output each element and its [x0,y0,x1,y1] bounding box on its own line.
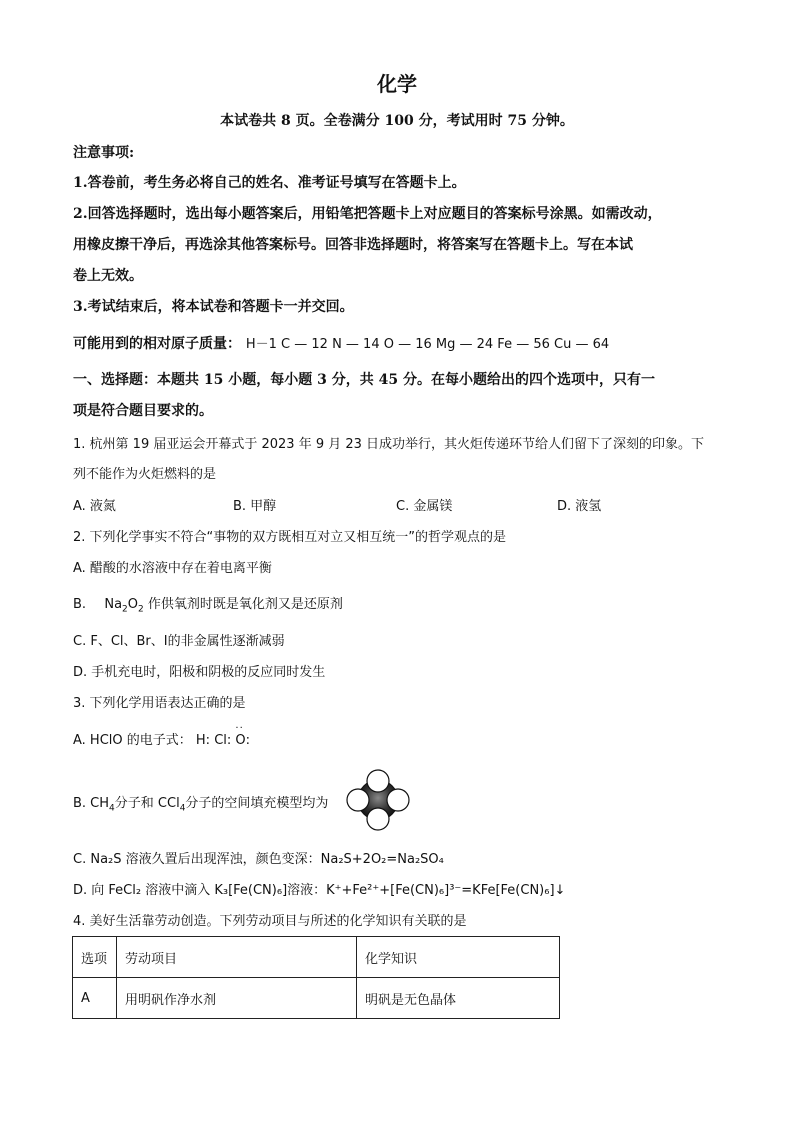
header-chemistry-knowledge: 化学知识 [357,937,560,978]
section-heading-1: 一、选择题：本题共 15 小题，每小题 3 分，共 45 分。在每小题给出的四个选项中，只有一 [73,372,655,388]
q4-stem: 4. 美好生活靠劳动创造。下列劳动项目与所述的化学知识有关联的是 [73,914,467,929]
header-labor-item: 劳动项目 [117,937,357,978]
notice-item-1: 1.答卷前，考生务必将自己的姓名、准考证号填写在答题卡上。 [73,175,466,191]
notice-heading: 注意事项: [73,145,135,161]
q1-option-c: C. 金属镁 [396,499,453,514]
q3-option-a-prefix: A. HClO 的电子式： [73,733,192,748]
header-option: 选项 [73,937,117,978]
q2-option-b-prefix: B. [73,597,87,612]
atomic-mass-values: H－1 C — 12 N — 14 O — 16 Mg — 24 Fe — 56 Cu — 64 [245,337,610,352]
q1-stem-1: 1. 杭州第 19 届亚运会开幕式于 2023 年 9 月 23 日成功举行，其火炬传递环节给人们留下了深刻的印象。下 [73,437,705,452]
q2-option-a: A. 醋酸的水溶液中存在着电离平衡 [73,561,272,576]
q3-option-a [73,729,250,748]
notice-item-2-cont: 用橡皮擦干净后，再选涂其他答案标号。回答非选择题时，将答案写在答题卡上。写在本试 [73,237,633,253]
notice-item-2-end: 卷上无效。 [73,268,143,284]
q3-option-b: B. $CH_4$分子和 CCl$_4$分子的空间填充模型均为 [73,796,329,814]
exam-info: 本试卷共 8 页。全卷满分 100 分，考试用时 75 分钟。 [220,113,574,129]
q2-option-b [73,593,343,615]
cell-option: A [73,978,117,1019]
q1-stem-2: 列不能作为火炬燃料的是 [73,467,217,482]
table-header-row [73,937,560,978]
notice-item-2: 2.回答选择题时，选出每小题答案后，用铅笔把答题卡上对应题目的答案标号涂黑。如需改动， [73,206,662,222]
q4-table [72,936,560,1019]
q1-option-d: D. 液氢 [557,499,602,514]
atomic-mass-line [73,333,609,353]
na2o2-formula: $Na_2O_2$ [104,597,144,615]
q2-option-d: D. 手机充电时，阳极和阴极的反应同时发生 [73,665,326,680]
space-filling-model-image [345,769,411,831]
cell-chemistry-knowledge: 明矾是无色晶体 [357,978,560,1019]
hclo-electron-formula: H: Cl: ·· O: [196,733,250,748]
q2-option-b-text: 作供氧剂时既是氧化剂又是还原剂 [147,597,343,612]
q2-stem: 2. 下列化学事实不符合“事物的双方既相互对立又相互统一”的哲学观点的是 [73,530,507,545]
notice-item-3: 3.考试结束后，将本试卷和答题卡一并交回。 [73,299,354,315]
cell-labor-item: 用明矾作净水剂 [117,978,357,1019]
q1-option-a: A. 液氮 [73,499,116,514]
q3-option-c: C. Na₂S 溶液久置后出现浑浊，颜色变深：Na₂S+2O₂=Na₂SO₄ [73,852,444,867]
q1-option-b: B. 甲醇 [233,499,277,514]
atomic-mass-label: 可能用到的相对原子质量： [73,336,241,352]
table-row [73,978,560,1019]
q3-stem: 3. 下列化学用语表达正确的是 [73,696,246,711]
q2-option-c: C. F、Cl、Br、I的非金属性逐渐减弱 [73,634,285,649]
page-title: 化学 [377,72,417,96]
section-heading-2: 项是符合题目要求的。 [73,403,213,419]
q3-option-d: D. 向 FeCl₂ 溶液中滴入 K₃[Fe(CN)₆]溶液：K⁺+Fe²⁺+[Fe(CN)₆]³⁻=KFe[Fe(CN)₆]↓ [73,883,566,898]
